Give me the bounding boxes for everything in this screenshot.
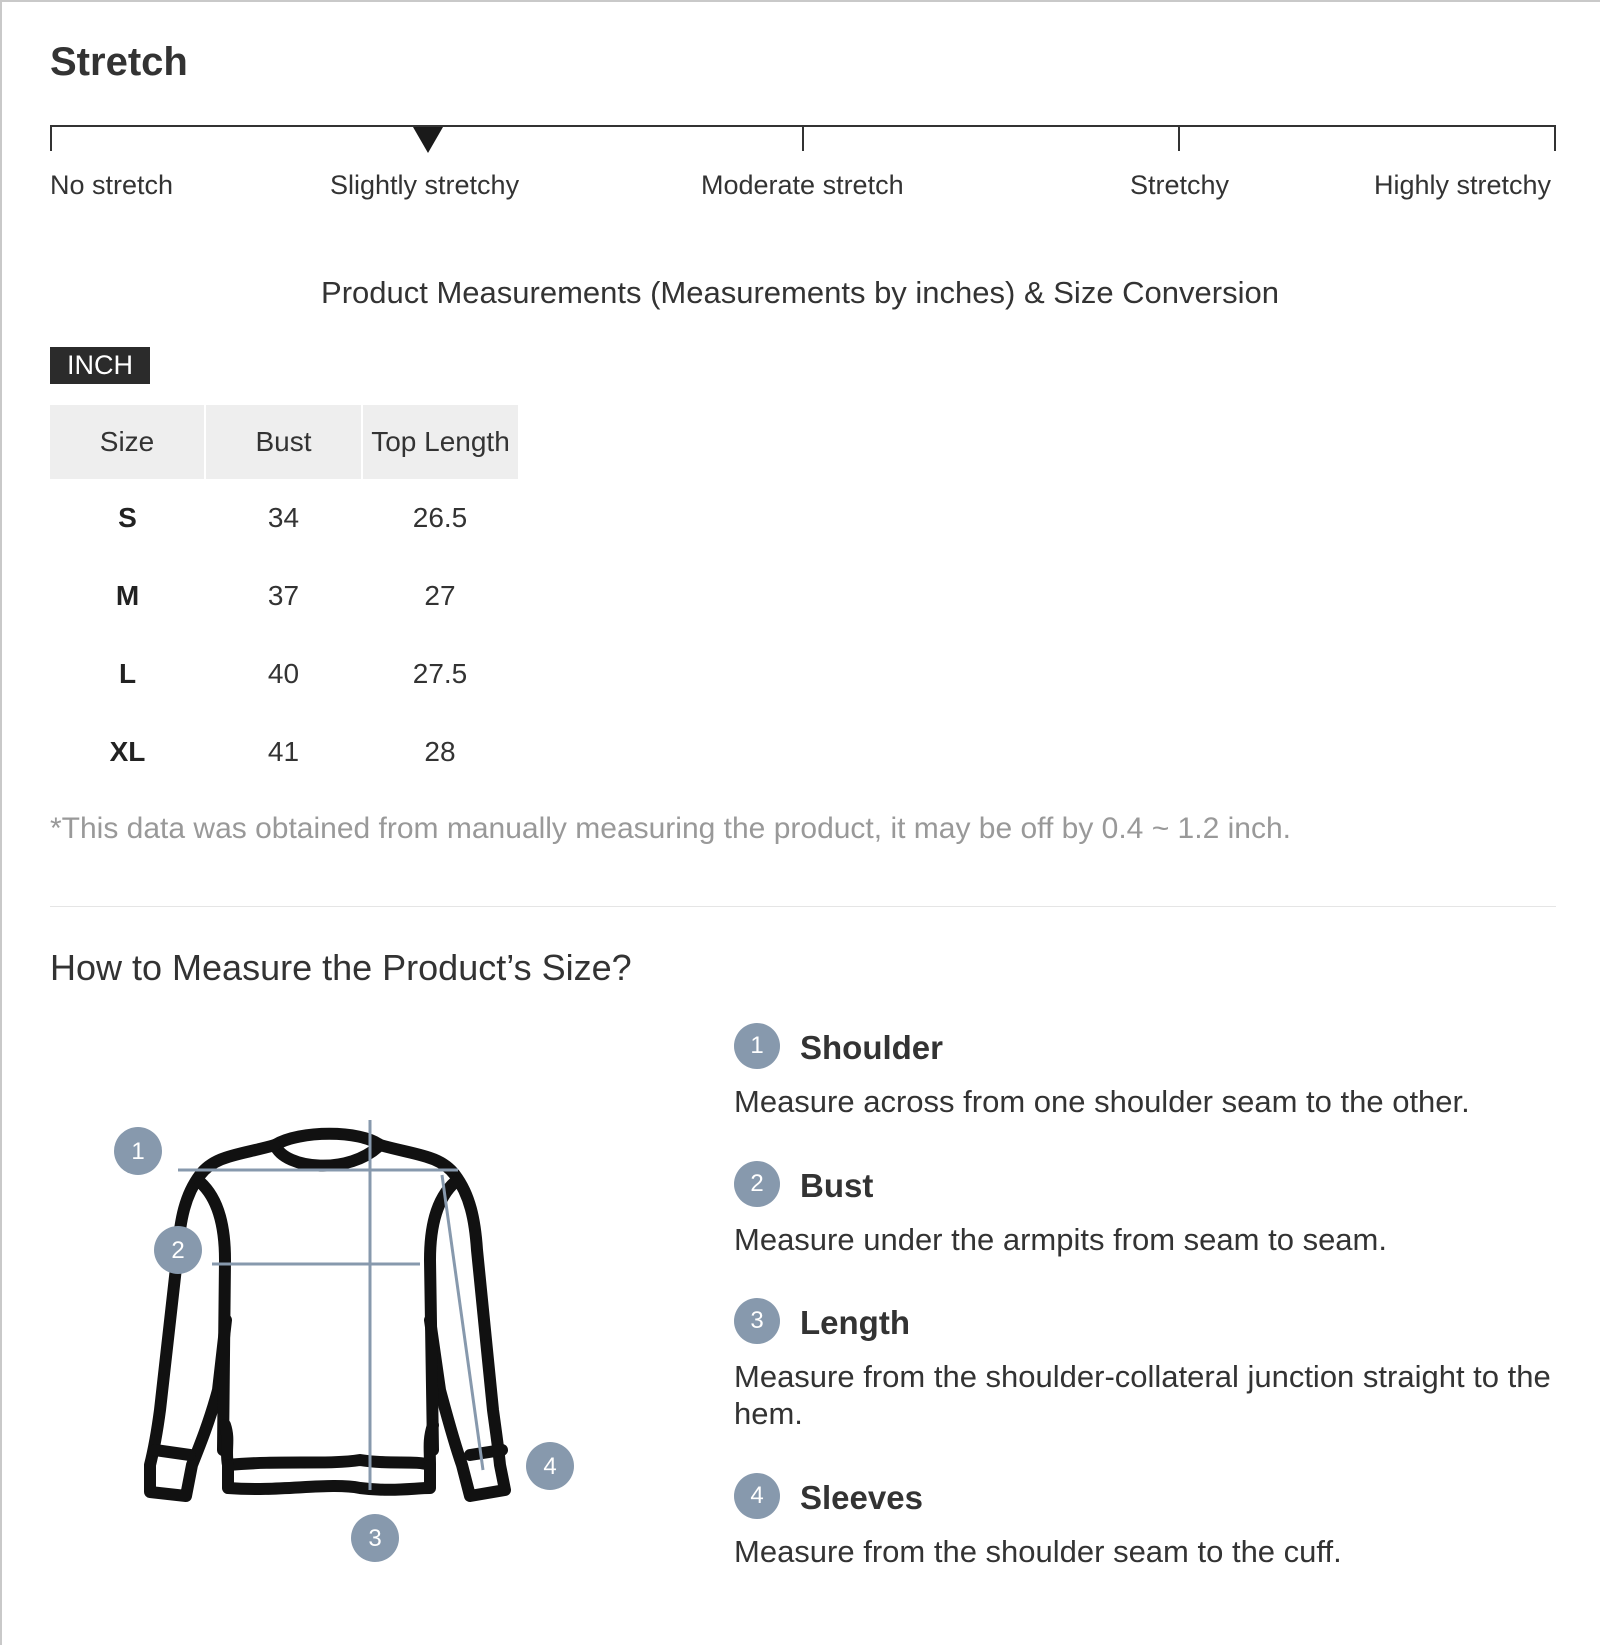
stretch-tick: [1554, 125, 1556, 151]
sweater-diagram: [100, 1120, 600, 1570]
measure-step-length: [734, 1298, 1564, 1432]
diagram-marker-4-label: 4: [543, 1453, 557, 1480]
table-row: [50, 635, 518, 713]
size-cell: XL: [109, 736, 146, 767]
step-title: Sleeves: [800, 1479, 923, 1516]
step-description: Measure from the shoulder-collateral junction straight to the hem.: [734, 1359, 1551, 1431]
step-description: Measure from the shoulder seam to the cuff.: [734, 1534, 1342, 1569]
stretch-level-highly-stretchy: Highly stretchy: [1374, 170, 1552, 200]
bust-cell: 34: [267, 502, 300, 533]
step-number-badge: 2: [734, 1161, 780, 1207]
stretch-level-stretchy: Stretchy: [1130, 170, 1230, 200]
table-header-row: [50, 405, 518, 479]
stretch-tick: [802, 125, 804, 151]
bust-cell: 37: [267, 580, 300, 611]
top-length-cell: 26.5: [412, 502, 468, 533]
size-cell: S: [118, 502, 137, 533]
stretch-selected-pointer-icon: [413, 127, 443, 153]
step-description: Measure under the armpits from seam to seam.: [734, 1222, 1387, 1257]
unit-badge: INCH: [50, 347, 150, 384]
step-title: Bust: [800, 1167, 874, 1204]
measure-step-shoulder: [734, 1023, 1564, 1120]
table-row: [50, 479, 518, 557]
stretch-tick: [50, 125, 52, 151]
diagram-marker-1-label: 1: [131, 1138, 145, 1165]
measure-step-bust: [734, 1161, 1564, 1258]
size-cell: M: [115, 580, 140, 611]
stretch-tick: [1178, 125, 1180, 151]
top-length-cell: 28: [424, 736, 456, 767]
stretch-level-no-stretch: No stretch: [50, 170, 174, 200]
measurement-note: *This data was obtained from manually measuring the product, it may be off by 0.4 ~ 1.2 inch.: [50, 812, 1291, 845]
measure-step-sleeves: [734, 1473, 1564, 1570]
how-to-measure-title: How to Measure the Product’s Size?: [50, 947, 632, 988]
top-length-cell: 27.5: [412, 658, 468, 689]
table-row: [50, 713, 518, 791]
measurements-title: Product Measurements (Measurements by inches) & Size Conversion: [321, 275, 1279, 310]
step-number-badge: 3: [734, 1298, 780, 1344]
stretch-level-moderate-stretch: Moderate stretch: [701, 170, 904, 200]
sweater-outline-icon: [150, 1134, 505, 1496]
column-header-bust: Bust: [205, 405, 362, 479]
top-length-cell: 27: [424, 580, 456, 611]
step-description: Measure across from one shoulder seam to the other.: [734, 1084, 1470, 1119]
column-header-size: Size: [50, 405, 205, 479]
diagram-marker-2-label: 2: [171, 1237, 185, 1264]
step-title: Shoulder: [800, 1029, 944, 1066]
size-table: [50, 405, 518, 791]
column-header-top-length: Top Length: [362, 405, 518, 479]
step-number-badge: 1: [734, 1023, 780, 1069]
step-number-badge: 4: [734, 1473, 780, 1519]
size-cell: L: [118, 658, 137, 689]
bust-cell: 40: [267, 658, 300, 689]
table-row: [50, 557, 518, 635]
stretch-level-slightly-stretchy: Slightly stretchy: [330, 170, 520, 200]
diagram-marker-3-label: 3: [368, 1525, 382, 1552]
step-title: Length: [800, 1304, 910, 1341]
bust-cell: 41: [267, 736, 300, 767]
section-divider: [50, 906, 1556, 907]
stretch-title: Stretch: [50, 40, 188, 84]
